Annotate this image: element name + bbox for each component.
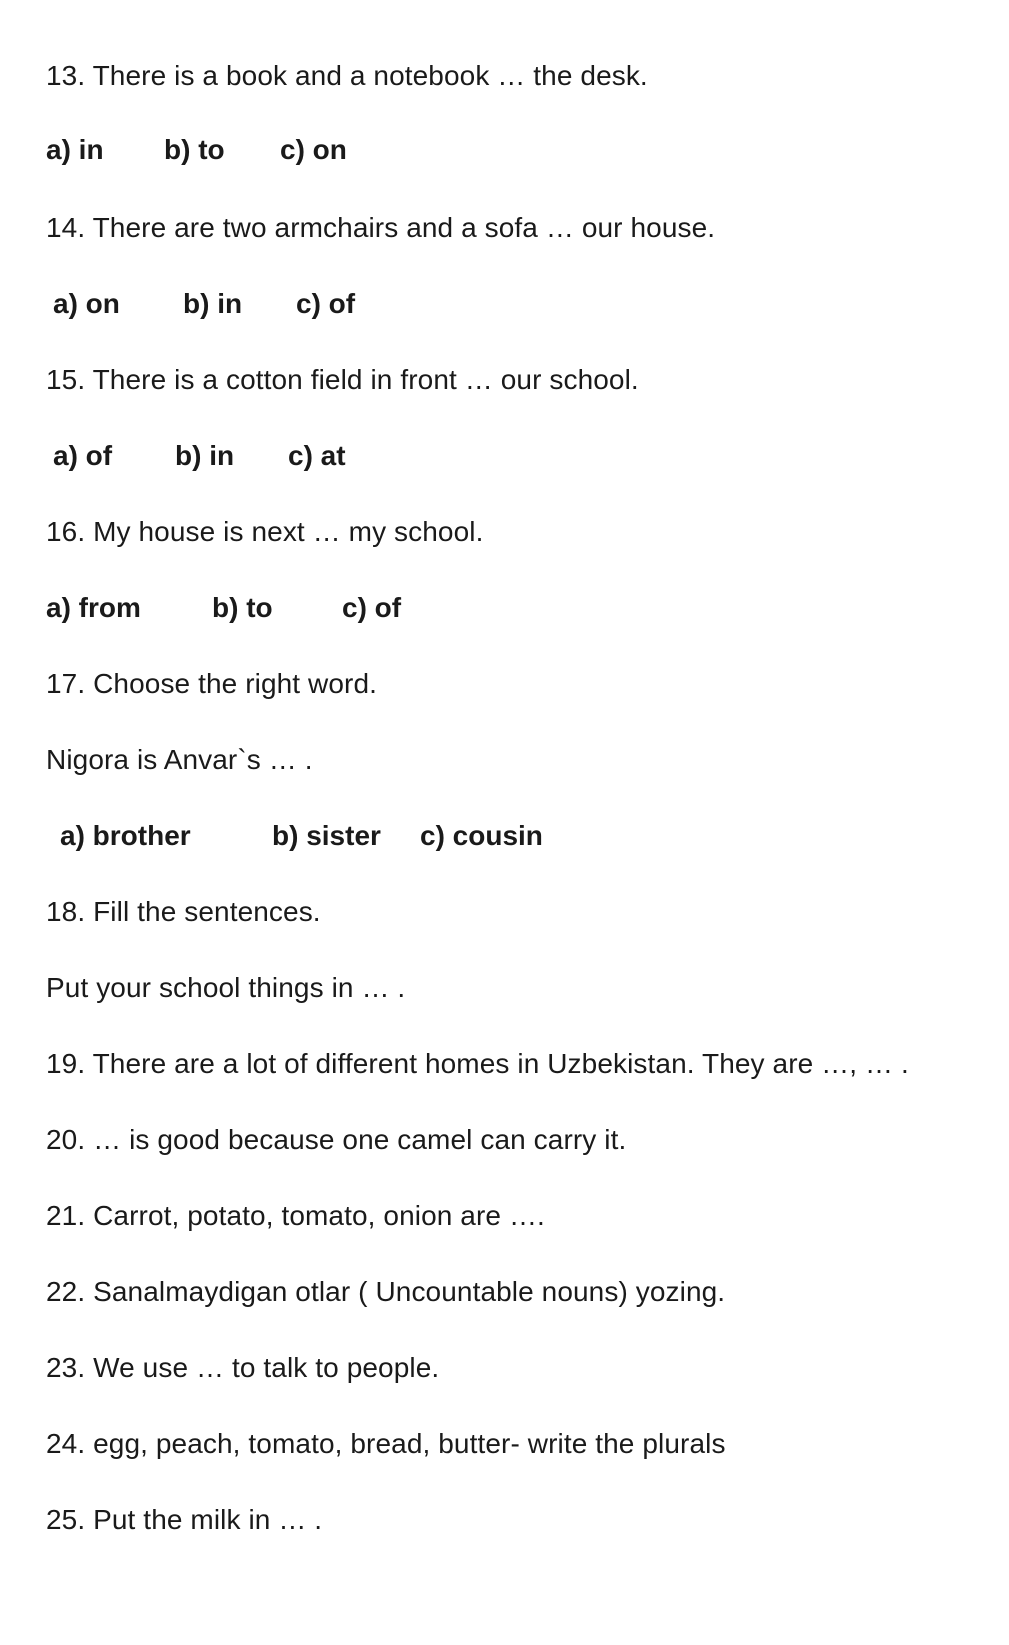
option-c: c) cousin: [420, 820, 543, 851]
option-c: c) of: [342, 592, 402, 623]
option-a: a) in: [46, 134, 104, 165]
option-b: b) to: [212, 592, 273, 623]
question-24: 24. egg, peach, tomato, bread, butter- write the plurals: [46, 1428, 726, 1459]
question-18-prompt: Put your school things in … .: [46, 972, 406, 1003]
question-14: 14. There are two armchairs and a sofa … our house.: [46, 212, 716, 243]
option-c: c) of: [296, 288, 356, 319]
option-a: a) on: [53, 288, 120, 319]
question-13: 13. There is a book and a notebook … the desk.: [46, 60, 648, 91]
question-22: 22. Sanalmaydigan otlar ( Uncountable nouns) yozing.: [46, 1276, 726, 1307]
option-a: a) brother: [60, 820, 191, 851]
option-c: c) on: [280, 134, 347, 165]
option-c: c) at: [288, 440, 346, 471]
option-b: b) in: [183, 288, 243, 319]
option-a: a) of: [53, 440, 113, 471]
question-20: 20. … is good because one camel can carry it.: [46, 1124, 627, 1155]
option-b: b) sister: [272, 820, 381, 851]
question-16: 16. My house is next … my school.: [46, 516, 484, 547]
question-19: 19. There are a lot of different homes in Uzbekistan. They are …, … .: [46, 1048, 909, 1079]
question-25: 25. Put the milk in … .: [46, 1504, 323, 1535]
option-b: b) in: [175, 440, 235, 471]
question-23: 23. We use … to talk to people.: [46, 1352, 440, 1383]
question-17: 17. Choose the right word.: [46, 668, 378, 699]
question-18: 18. Fill the sentences.: [46, 896, 321, 927]
question-17-prompt: Nigora is Anvar`s … .: [46, 744, 313, 775]
question-15: 15. There is a cotton field in front … our school.: [46, 364, 639, 395]
question-21: 21. Carrot, potato, tomato, onion are ….: [46, 1200, 545, 1231]
option-b: b) to: [164, 134, 225, 165]
option-a: a) from: [46, 592, 141, 623]
